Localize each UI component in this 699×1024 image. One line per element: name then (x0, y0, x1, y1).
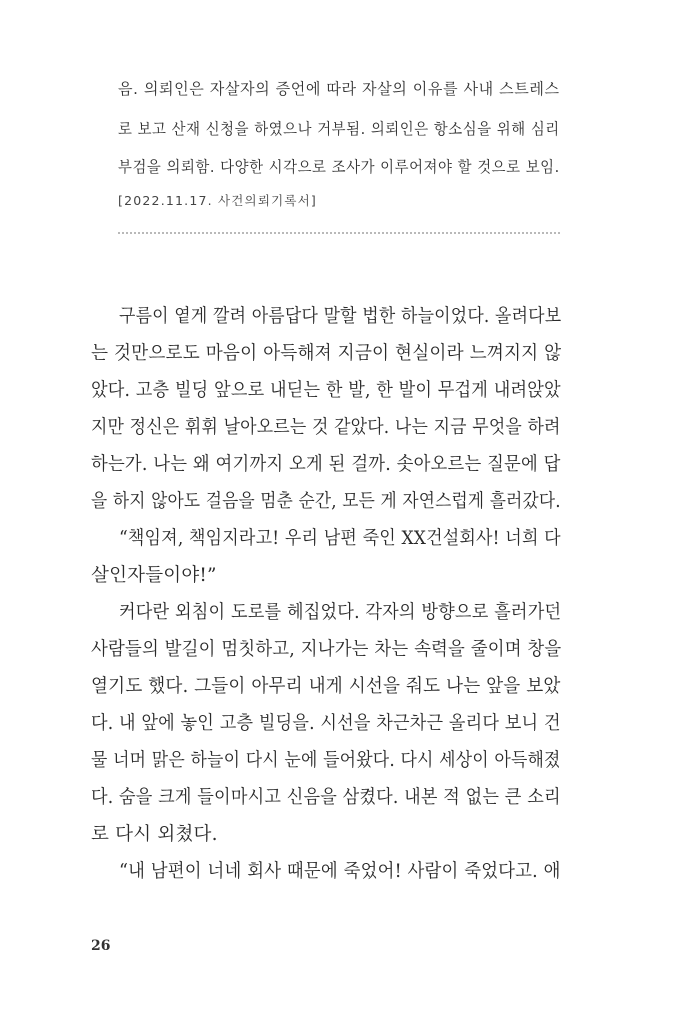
paragraph-line: “내 남편이 너네 회사 때문에 죽었어! 사람이 죽었다고. 애 (119, 861, 561, 882)
record-line: 음. 의뢰인은 자살자의 증언에 따라 자살의 이유를 사내 스트레스 (118, 80, 560, 98)
record-line: 로 보고 산재 신청을 하였으나 거부됨. 의뢰인은 항소심을 위해 심리 (118, 120, 560, 138)
paragraph-line: 구름이 옅게 깔려 아름답다 말할 법한 하늘이었다. 올려다보 (119, 306, 562, 327)
paragraph-line: 커다란 외침이 도로를 헤집었다. 각자의 방향으로 흘러가던 (119, 602, 562, 623)
paragraph-line: 열기도 했다. 그들이 아무리 내게 시선을 줘도 나는 앞을 보았 (91, 676, 561, 697)
paragraph-line: “책임져, 책임지라고! 우리 남편 죽인 XX건설회사! 너희 다 (119, 528, 561, 549)
record-line: 부검을 의뢰함. 다양한 시각으로 조사가 이루어져야 할 것으로 보임. (118, 158, 560, 176)
paragraph-line: 다. 내 앞에 놓인 고층 빌딩을. 시선을 차근차근 올리다 보니 건 (91, 713, 561, 734)
paragraph-line: 을 하지 않아도 걸음을 멈춘 순간, 모든 게 자연스럽게 흘러갔다. (91, 491, 561, 512)
paragraph-line: 로 다시 외쳤다. (91, 824, 218, 845)
paragraph-line: 사람들의 발길이 멈칫하고, 지나가는 차는 속력을 줄이며 창을 (91, 639, 562, 660)
dotted-divider (118, 232, 560, 234)
paragraph-line: 지만 정신은 휘휘 날아오르는 것 같았다. 나는 지금 무엇을 하려 (91, 417, 561, 438)
page-number: 26 (91, 938, 111, 954)
paragraph-line: 하는가. 나는 왜 여기까지 오게 된 걸까. 솟아오르는 질문에 답 (91, 454, 561, 475)
paragraph-line: 물 너머 맑은 하늘이 다시 눈에 들어왔다. 다시 세상이 아득해졌 (91, 750, 561, 771)
paragraph-line: 았다. 고층 빌딩 앞으로 내딛는 한 발, 한 발이 무겁게 내려앉았 (91, 380, 561, 401)
record-source: [2022.11.17. 사건의뢰기록서] (118, 193, 317, 208)
paragraph-line: 다. 숨을 크게 들이마시고 신음을 삼켰다. 내본 적 없는 큰 소리 (91, 787, 561, 808)
paragraph-line: 는 것만으로도 마음이 아득해져 지금이 현실이라 느껴지지 않 (91, 343, 562, 364)
paragraph-line: 살인자들이야!” (91, 565, 217, 586)
